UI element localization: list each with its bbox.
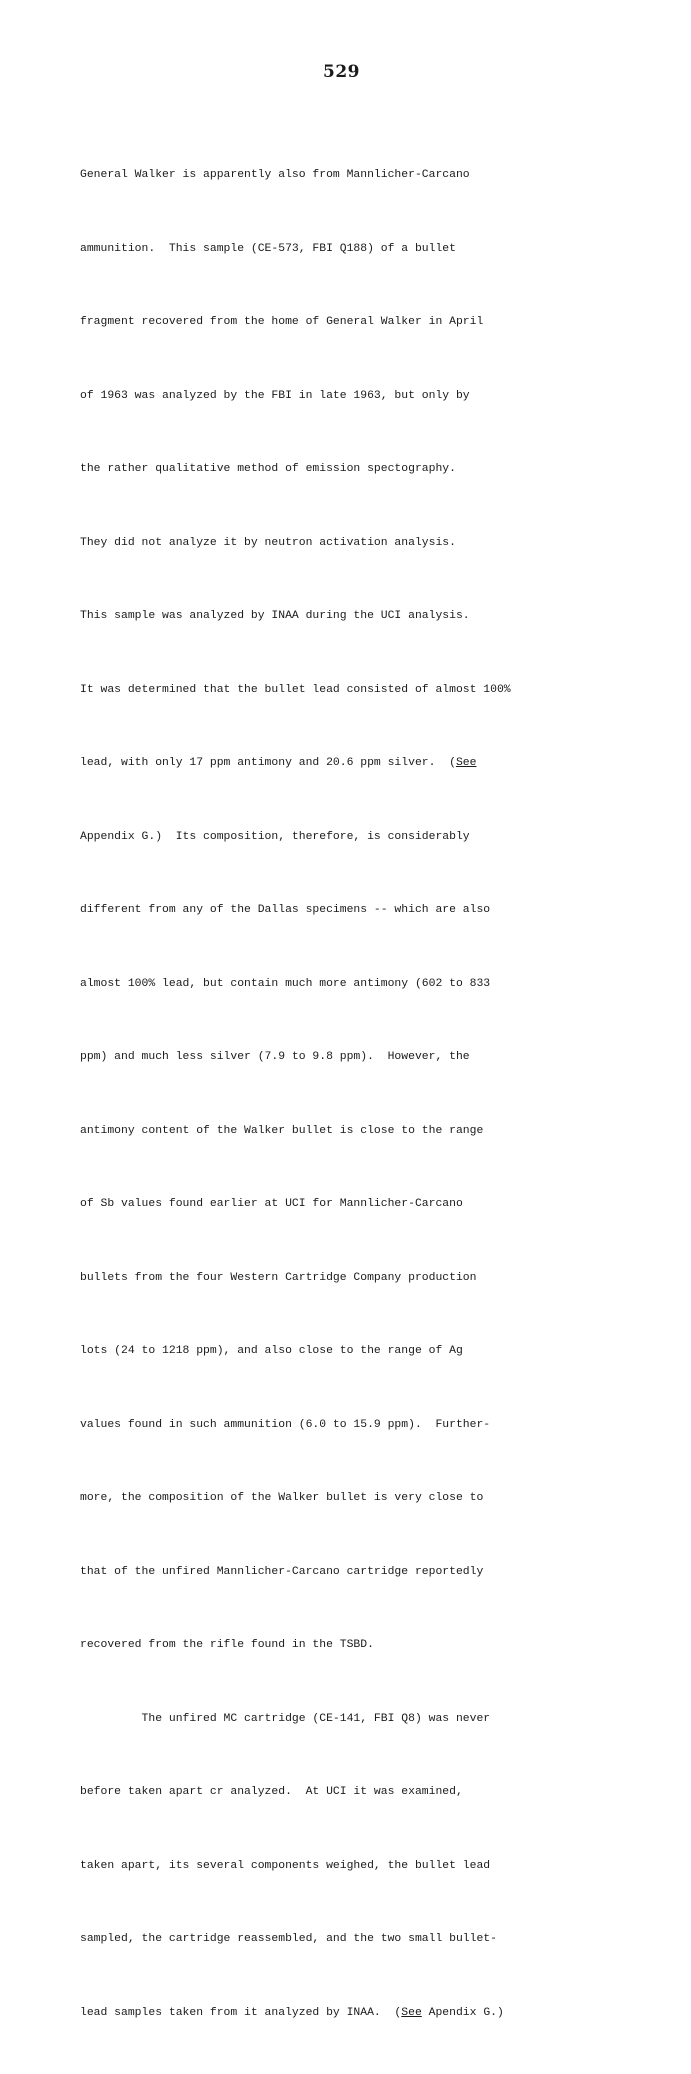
text-segment: lead, with only 17 ppm antimony and 20.6 ppm silver. ( xyxy=(80,757,456,769)
text-line-8: It was determined that the bullet lead consisted of almost 100% xyxy=(80,683,511,696)
text-line-7: This sample was analyzed by INAA during the UCI analysis. xyxy=(80,610,470,622)
body-text xyxy=(80,114,640,2074)
text-line-6: They did not analyze it by neutron activation analysis. xyxy=(80,536,456,549)
text-line-21: recovered from the rifle found in the TSBD. xyxy=(80,1639,374,1651)
text-line-17: lots (24 to 1218 ppm), and also close to the range of Ag xyxy=(80,1345,463,1357)
text-line-20: that of the unfired Mannlicher-Carcano cartridge reportedly xyxy=(80,1565,484,1578)
text-line-14: antimony content of the Walker bullet is close to the range xyxy=(80,1124,484,1137)
text-line-22: The unfired MC cartridge (CE-141, FBI Q8) was never xyxy=(80,1712,491,1725)
text-line-11: different from any of the Dallas specimens -- which are also xyxy=(80,904,491,916)
text-line-3: fragment recovered from the home of General Walker in April xyxy=(80,316,484,328)
text-line-19: more, the composition of the Walker bullet is very close to xyxy=(80,1492,484,1504)
text-line-5: the rather qualitative method of emission spectography. xyxy=(80,463,456,475)
text-line-25: sampled, the cartridge reassembled, and the two small bullet- xyxy=(80,1933,497,1945)
text-line-1: General Walker is apparently also from Mannlicher-Carcano xyxy=(80,169,470,181)
text-line-9 xyxy=(80,751,640,776)
text-line-23: before taken apart cr analyzed. At UCI it was examined, xyxy=(80,1786,463,1798)
text-segment: Apendix G.) xyxy=(421,2006,504,2019)
text-line-15: of Sb values found earlier at UCI for Mannlicher-Carcano xyxy=(80,1198,463,1210)
text-line-10: Appendix G.) Its composition, therefore, is considerably xyxy=(80,830,470,843)
text-line-24: taken apart, its several components weighed, the bullet lead xyxy=(80,1859,491,1872)
text-line-18: values found in such ammunition (6.0 to 15.9 ppm). Further- xyxy=(80,1418,491,1431)
text-line-16: bullets from the four Western Cartridge Company production xyxy=(80,1271,477,1284)
text-line-13: ppm) and much less silver (7.9 to 9.8 ppm). However, the xyxy=(80,1051,470,1063)
text-segment: lead samples taken from it analyzed by INAA. ( xyxy=(80,2006,402,2019)
text-line-12: almost 100% lead, but contain much more antimony (602 to 833 xyxy=(80,977,491,990)
text-line-2: ammunition. This sample (CE-573, FBI Q188) of a bullet xyxy=(80,242,456,255)
page-number: 529 xyxy=(323,62,360,82)
text-line-26 xyxy=(80,2001,640,2026)
underlined-see: See xyxy=(455,757,477,769)
underlined-see: See xyxy=(401,2006,422,2019)
text-line-4: of 1963 was analyzed by the FBI in late 1963, but only by xyxy=(80,389,470,402)
